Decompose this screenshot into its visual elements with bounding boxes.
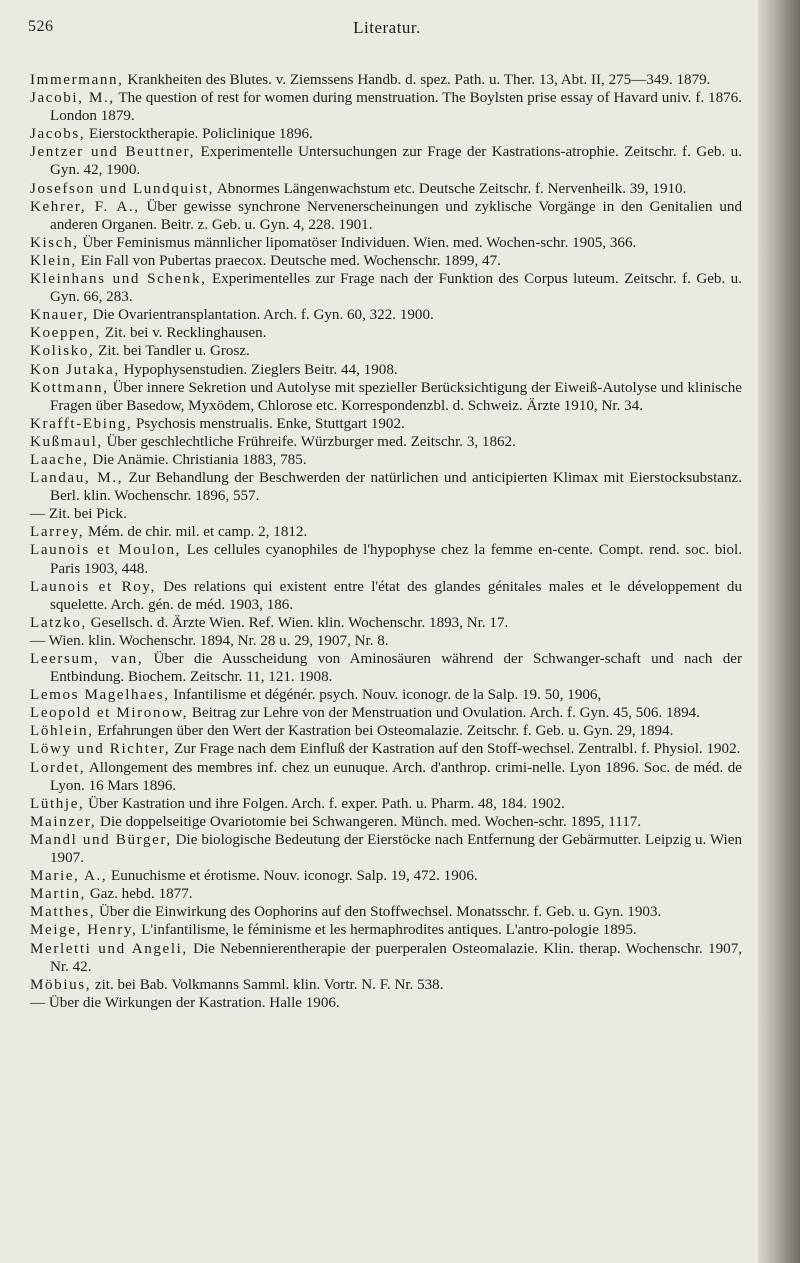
reference-entry [30, 686, 742, 704]
page-header [28, 18, 746, 48]
reference-author: Matthes, [30, 904, 96, 921]
reference-entry [30, 324, 742, 342]
reference-author: Merletti und Angeli, [30, 940, 188, 957]
reference-text: Beitrag zur Lehre von der Menstruation und Ovulation. Arch. f. Gyn. 45, 506. 1894. [188, 705, 700, 722]
reference-author: Kleinhans und Schenk, [30, 271, 207, 288]
running-title: Literatur. [353, 18, 421, 37]
reference-text: The question of rest for women during menstruation. The Boylsten prise essay of Havard univ. f. 1876. London 1879. [50, 90, 742, 125]
reference-entry [30, 921, 742, 939]
reference-author: Koeppen, [30, 325, 102, 342]
reference-author: Möbius, [30, 976, 92, 993]
bibliography-list [30, 71, 742, 1012]
reference-text: Die biologische Bedeutung der Eierstöcke nach Entfernung der Gebärmutter. Leipzig u. Wien 1907. [50, 831, 743, 867]
reference-text: Infantilisme et dégénér. psych. Nouv. iconogr. de la Salp. 19. 50, 1906, [169, 687, 602, 704]
reference-entry [30, 198, 742, 234]
reference-entry [30, 813, 742, 831]
reference-text: Über Feminismus männlicher lipomatöser Individuen. Wien. med. Wochen-schr. 1905, 366. [78, 234, 637, 251]
reference-entry [30, 143, 742, 179]
reference-author: Kisch, [30, 234, 79, 251]
reference-entry [30, 867, 742, 885]
reference-text: Über die Einwirkung des Oophorins auf den Stoffwechsel. Monatsschr. f. Geb. u. Gyn. 1903. [95, 904, 662, 921]
reference-text: Gaz. hebd. 1877. [86, 886, 193, 903]
reference-entry [30, 523, 742, 541]
reference-text: Über geschlechtliche Frühreife. Würzburger med. Zeitschr. 3, 1862. [102, 433, 516, 450]
reference-text: Zur Behandlung der Beschwerden der natürlichen und anticipierten Klimax mit Eierstocksubstanz. Berl. klin. Wochenschr. 1896, 557. [50, 470, 742, 505]
reference-text: Psychosis menstrualis. Enke, Stuttgart 1902. [132, 415, 405, 432]
reference-text: Die doppelseitige Ovariotomie bei Schwangeren. Münch. med. Wochen-schr. 1895, 1117. [96, 813, 642, 830]
reference-text: Allongement des membres inf. chez un eunuque. Arch. d'anthrop. crimi-nelle. Lyon 1896. Soc. de méd. de Lyon. 16 Mars 1896. [50, 759, 742, 794]
reference-text: Des relations qui existent entre l'état des glandes génitales males et le développement du squelette. Arch. gén. de méd. 1903, 186. [50, 578, 742, 613]
reference-entry [30, 722, 742, 740]
reference-author: Knauer, [30, 307, 89, 324]
reference-entry [30, 795, 742, 813]
reference-author: Lüthje, [30, 795, 85, 812]
reference-text: Hypophysenstudien. Zieglers Beitr. 44, 1908. [119, 361, 398, 378]
reference-author: Lordet, [30, 759, 86, 776]
reference-entry [30, 632, 742, 650]
reference-author: Kußmaul, [30, 433, 103, 450]
reference-text: Eunuchisme et érotisme. Nouv. iconogr. Salp. 19, 472. 1906. [107, 868, 478, 885]
reference-entry [30, 650, 742, 686]
reference-author: Jentzer und Beuttner, [30, 144, 196, 161]
reference-text: Eierstocktherapie. Policlinique 1896. [85, 126, 313, 143]
reference-entry [30, 270, 742, 306]
reference-entry [30, 976, 742, 994]
reference-author: Mandl und Bürger, [30, 831, 172, 848]
reference-author: Mainzer, [30, 813, 97, 830]
reference-text: Zur Frage nach dem Einfluß der Kastration auf den Stoff-wechsel. Zentralbl. f. Physiol. 1902. [170, 741, 741, 758]
reference-author: Jacobi, M., [30, 90, 115, 107]
reference-entry [30, 831, 742, 867]
reference-text: Ein Fall von Pubertas praecox. Deutsche med. Wochenschr. 1899, 47. [76, 252, 501, 269]
reference-text: Über die Ausscheidung von Aminosäuren während der Schwanger-schaft und nach der Entbindung. Biochem. Zeitschr. 11, 121. 1908. [50, 651, 742, 686]
reference-entry [30, 469, 742, 505]
reference-entry [30, 433, 742, 451]
reference-text: Experimentelle Untersuchungen zur Frage der Kastrations-atrophie. Zeitschr. f. Geb. u. Gyn. 42, 1900. [50, 144, 742, 179]
reference-author: Launois et Moulon, [30, 542, 182, 559]
reference-text: Gesellsch. d. Ärzte Wien. Ref. Wien. klin. Wochenschr. 1893, Nr. 17. [86, 614, 509, 631]
reference-text: Die Anämie. Christiania 1883, 785. [88, 451, 307, 468]
reference-entry [30, 342, 742, 360]
reference-author: Josefson und Lundquist, [30, 180, 214, 197]
reference-author: Krafft-Ebing, [30, 415, 133, 432]
reference-entry [30, 89, 742, 125]
reference-entry [30, 71, 742, 89]
reference-author: Kottmann, [30, 379, 109, 396]
reference-text: Zit. bei Tandler u. Grosz. [94, 343, 250, 360]
reference-entry [30, 994, 742, 1012]
reference-entry [30, 451, 742, 469]
reference-text: Experimentelles zur Frage nach der Funktion des Corpus luteum. Zeitschr. f. Geb. u. Gyn. 66, 283. [50, 271, 742, 306]
reference-entry [30, 306, 742, 324]
page-number: 526 [28, 18, 54, 35]
page-edge-shadow [758, 0, 800, 1263]
reference-entry [30, 885, 742, 903]
reference-author: Jacobs, [30, 126, 86, 143]
reference-text: Über innere Sekretion und Autolyse mit spezieller Berücksichtigung der Eiweiß-Autolyse und klinische Fragen über Basedow, Myxödem, Chlorose etc. Korrespondenzbl. d. Schweiz. Ärzte 1910, Nr. 34. [50, 379, 742, 414]
reference-author: Kon Jutaka, [30, 361, 120, 378]
reference-text: Über Kastration und ihre Folgen. Arch. f. exper. Path. u. Pharm. 48, 184. 1902. [84, 795, 565, 812]
reference-author: Landau, M., [30, 470, 124, 487]
reference-entry [30, 578, 742, 614]
reference-entry [30, 740, 742, 758]
reference-entry [30, 415, 742, 433]
reference-text: Les cellules cyanophiles de l'hypophyse chez la femme en-cente. Compt. rend. soc. biol. Paris 1903, 448. [50, 542, 742, 577]
reference-author: Kehrer, F. A., [30, 198, 140, 215]
reference-text: Abnormes Längenwachstum etc. Deutsche Zeitschr. f. Nervenheilk. 39, 1910. [213, 180, 687, 197]
reference-entry [30, 541, 742, 577]
reference-author: Leersum, van, [30, 651, 144, 667]
reference-text: zit. bei Bab. Volkmanns Samml. klin. Vortr. N. F. Nr. 538. [91, 976, 444, 993]
reference-author: Klein, [30, 252, 77, 269]
reference-entry [30, 903, 742, 921]
reference-entry [30, 125, 742, 143]
reference-author: Löhlein, [30, 723, 94, 740]
reference-author: Laache, [30, 451, 89, 468]
reference-author: Marie, A., [30, 868, 108, 885]
reference-text: Die Nebennierentherapie der puerperalen Osteomalazie. Klin. therap. Wochenschr. 1907, Nr. 42. [50, 940, 743, 975]
reference-author: Latzko, [30, 614, 87, 631]
reference-text: Zit. bei v. Recklinghausen. [101, 325, 267, 342]
reference-text: — Zit. bei Pick. [30, 506, 127, 523]
reference-author: Löwy und Richter, [30, 741, 171, 758]
reference-text: Krankheiten des Blutes. v. Ziemssens Handb. d. spez. Path. u. Ther. 13, Abt. II, 275—349. 1879. [123, 72, 711, 88]
reference-author: Meige, Henry, [30, 922, 138, 939]
reference-entry [30, 180, 742, 198]
reference-text: Mém. de chir. mil. et camp. 2, 1812. [84, 524, 308, 541]
reference-entry [30, 940, 742, 976]
reference-entry [30, 704, 742, 722]
reference-entry [30, 759, 742, 795]
reference-entry [30, 614, 742, 632]
reference-text: Die Ovarientransplantation. Arch. f. Gyn. 60, 322. 1900. [88, 307, 434, 324]
reference-author: Lemos Magelhaes, [30, 687, 170, 704]
reference-author: Immermann, [30, 72, 124, 88]
reference-author: Kolisko, [30, 343, 95, 360]
reference-author: Larrey, [30, 524, 85, 541]
reference-entry [30, 379, 742, 415]
reference-text: — Wien. klin. Wochenschr. 1894, Nr. 28 u. 29, 1907, Nr. 8. [30, 632, 389, 649]
reference-entry [30, 234, 742, 252]
reference-author: Launois et Roy, [30, 578, 156, 595]
reference-entry [30, 361, 742, 379]
reference-author: Martin, [30, 886, 87, 903]
reference-text: Erfahrungen über den Wert der Kastration bei Osteomalazie. Zeitschr. f. Geb. u. Gyn. 29, 1894. [93, 723, 674, 740]
reference-text: Über gewisse synchrone Nervenerscheinungen und zyklische Vorgänge in den Genitalien und anderen Organen. Beitr. z. Geb. u. Gyn. 4, 228. 1901. [50, 198, 742, 233]
reference-author: Leopold et Mironow, [30, 705, 189, 722]
reference-text: L'infantilisme, le féminisme et les hermaphrodites antiques. L'antro-pologie 1895. [137, 922, 637, 939]
reference-text: — Über die Wirkungen der Kastration. Halle 1906. [30, 994, 340, 1011]
reference-entry [30, 505, 742, 523]
reference-entry [30, 252, 742, 270]
